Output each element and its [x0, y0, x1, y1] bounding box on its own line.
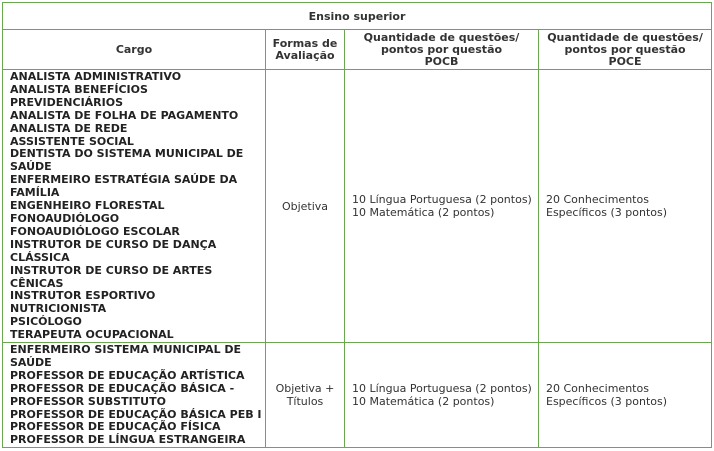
- formas-cell: [266, 70, 345, 343]
- poce-line2: Específicos (3 pontos): [546, 395, 668, 409]
- cargo-line: FONOAUDIÓLOGO: [10, 211, 120, 225]
- cargo-line: INSTRUTOR DE CURSO DE ARTES: [10, 263, 213, 277]
- cargo-line: ANALISTA BENEFÍCIOS: [10, 82, 148, 96]
- cargo-list: [3, 70, 266, 343]
- cargo-line: ANALISTA ADMINISTRATIVO: [10, 70, 182, 83]
- cargo-line: CÊNICAS: [10, 276, 64, 290]
- cargo-line: ENGENHEIRO FLORESTAL: [10, 199, 165, 213]
- header-cargo: Cargo: [3, 30, 266, 70]
- cargo-line: ANALISTA DE REDE: [10, 121, 128, 135]
- header-pocb-line2: pontos por questão: [380, 42, 503, 56]
- pocb-cell: [345, 343, 539, 448]
- cargo-list: [3, 343, 266, 448]
- poce-cell: [539, 343, 712, 448]
- cargo-line: PROFESSOR DE LÍNGUA ESTRANGEIRA: [10, 433, 246, 447]
- header-formas-line2: Avaliação: [275, 48, 335, 62]
- cargo-line: PROFESSOR DE EDUCAÇÃO FÍSICA: [10, 420, 221, 434]
- header-pocb-line3: POCB: [424, 54, 459, 68]
- cargo-line: DENTISTA DO SISTEMA MUNICIPAL DE: [10, 147, 244, 161]
- exam-table: [2, 2, 712, 448]
- table-row: [3, 70, 712, 343]
- cargo-line: ASSISTENTE SOCIAL: [10, 134, 134, 148]
- cargo-line: FAMÍLIA: [10, 186, 60, 200]
- pocb-line2: 10 Matemática (2 pontos): [352, 395, 495, 409]
- cargo-line: ENFERMEIRO SISTEMA MUNICIPAL DE: [10, 343, 242, 357]
- cargo-line: PROFESSOR DE EDUCAÇÃO BÁSICA PEB I: [10, 407, 262, 421]
- formas-line1: Objetiva +: [275, 382, 335, 396]
- cargo-line: TERAPEUTA OCUPACIONAL: [10, 328, 174, 342]
- cargo-line: INSTRUTOR DE CURSO DE DANÇA: [10, 237, 217, 251]
- pocb-cell: [345, 70, 539, 343]
- cargo-line: CLÁSSICA: [10, 250, 70, 264]
- table-title: Ensino superior: [3, 3, 712, 30]
- formas-line1: Objetiva: [281, 199, 329, 213]
- cargo-line: ANALISTA DE FOLHA DE PAGAMENTO: [10, 108, 239, 122]
- pocb-line1: 10 Língua Portuguesa (2 pontos): [352, 382, 532, 396]
- cargo-line: PSICÓLOGO: [10, 315, 82, 329]
- formas-line2: Títulos: [286, 395, 324, 409]
- header-poce: [539, 30, 712, 70]
- cargo-line: NUTRICIONISTA: [10, 302, 107, 316]
- poce-line2: Específicos (3 pontos): [546, 206, 668, 220]
- formas-cell: [266, 343, 345, 448]
- cargo-line: PROFESSOR SUBSTITUTO: [10, 394, 166, 408]
- table-row: [3, 343, 712, 448]
- header-formas: [266, 30, 345, 70]
- header-poce-line3: POCE: [608, 54, 642, 68]
- cargo-line: PROFESSOR DE EDUCAÇÃO ARTÍSTICA: [10, 368, 245, 382]
- cargo-line: ENFERMEIRO ESTRATÉGIA SAÚDE DA: [10, 173, 238, 187]
- table-title-row: [3, 3, 712, 30]
- poce-cell: [539, 70, 712, 343]
- header-pocb-line1: Quantidade de questões/: [363, 30, 520, 44]
- header-poce-line1: Quantidade de questões/: [547, 30, 703, 44]
- poce-line1: 20 Conhecimentos: [546, 382, 649, 396]
- header-poce-line2: pontos por questão: [564, 42, 686, 56]
- header-pocb: [345, 30, 539, 70]
- cargo-line: PROFESSOR DE EDUCAÇÃO BÁSICA -: [10, 381, 235, 395]
- poce-line1: 20 Conhecimentos: [546, 193, 649, 207]
- pocb-line2: 10 Matemática (2 pontos): [352, 206, 495, 220]
- cargo-line: SAÚDE: [10, 355, 52, 369]
- header-formas-line1: Formas de: [272, 36, 338, 50]
- table-header-row: [3, 30, 712, 70]
- cargo-line: INSTRUTOR ESPORTIVO: [10, 289, 156, 303]
- cargo-line: SAÚDE: [10, 160, 52, 174]
- cargo-line: FONOAUDIÓLOGO ESCOLAR: [10, 224, 180, 238]
- pocb-line1: 10 Língua Portuguesa (2 pontos): [352, 193, 532, 207]
- cargo-line: PREVIDENCIÁRIOS: [10, 95, 124, 109]
